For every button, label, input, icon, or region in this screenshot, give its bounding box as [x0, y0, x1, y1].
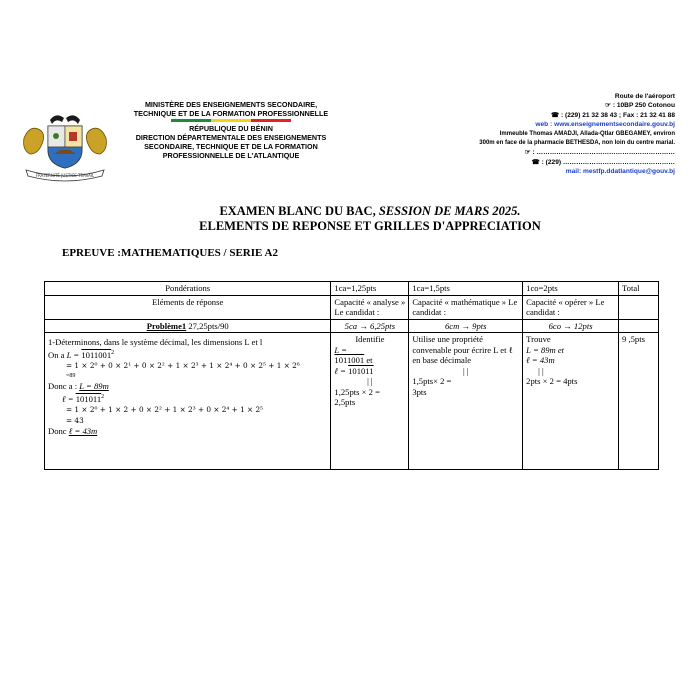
header-col-a: 1ca=1,25pts: [331, 282, 409, 296]
republic-name: RÉPUBLIQUE DU BÉNIN: [189, 124, 273, 133]
subheader-col-a: Capacité « analyse » Le candidat :: [331, 295, 409, 319]
table-header-row: [45, 282, 659, 296]
flag-red: [251, 119, 291, 122]
contact-route: Route de l'aéroport: [614, 93, 675, 100]
header-col-b: 1ca=1,5pts: [409, 282, 523, 296]
contact-info: [370, 92, 675, 177]
flag-yellow: [211, 119, 251, 122]
problem-col-c: 6co → 12pts: [523, 319, 619, 333]
subheader-total-empty: [619, 295, 659, 319]
content-donc-a: Donc a :: [48, 381, 80, 392]
exam-title: [40, 204, 700, 219]
content-L-eq: L =: [66, 349, 82, 360]
content-col-a-cell: [331, 333, 409, 470]
header-total: Total: [619, 282, 659, 296]
content-l-final-line: [48, 426, 327, 437]
content-L-expansion: = 1 × 2⁰ + 0 × 2¹ + 0 × 2² + 1 × 2³ + 1 × 2⁴ + 0 × 2⁵ + 1 × 2⁶: [66, 360, 300, 370]
content-L-line: [48, 348, 327, 360]
problem-col-a: 5ca → 6,25pts: [331, 319, 409, 333]
content-l-expansion: = 1 × 2⁰ + 1 × 2 + 0 × 2² + 1 × 2³ + 0 × 2⁴ + 1 × 2⁵: [66, 405, 264, 415]
contact-web-link[interactable]: web : www.enseignementsecondaire.gouv.bj: [535, 121, 675, 129]
col-a-total: 2,5pts: [334, 397, 356, 407]
ministry-header: [96, 100, 366, 160]
col-c-trouve: Trouve: [526, 334, 551, 344]
problem-points: 27,25pts/90: [186, 320, 229, 331]
col-b-calc: 1,5pts× 2 =: [412, 376, 452, 386]
col-b-marks: | |: [462, 365, 469, 376]
exam-title-session: SESSION DE MARS 2025.: [378, 204, 521, 218]
flag-green: [171, 119, 211, 122]
contact-address-2: 300m en face de la pharmacie BETHESDA, non loin du centre marial.: [479, 140, 675, 147]
content-elements-cell: [45, 333, 331, 470]
grading-table: [44, 281, 659, 470]
col-c-calc: 2pts × 2 = 4pts: [526, 376, 578, 386]
header-ponderations: Pondérations: [45, 282, 331, 296]
header-col-c: 1co=2pts: [523, 282, 619, 296]
contact-mail-link[interactable]: mail: mestfp.ddatlantique@gouv.bj: [565, 168, 675, 176]
col-a-l-line: [334, 366, 405, 377]
content-l-final: ℓ = 43m: [68, 426, 98, 437]
subheader-col-c: Capacité « opérer » Le candidat :: [523, 295, 619, 319]
direction-line-3: PROFESSIONNELLE DE L'ATLANTIQUE: [162, 151, 300, 160]
content-l-binary: 101011: [75, 393, 102, 404]
col-a-calc: 1,25pts × 2 =: [334, 386, 380, 397]
col-a-l-binary: 101011: [348, 365, 374, 376]
table-content-row: [45, 333, 659, 470]
content-L-final: L = 89m: [79, 381, 109, 392]
contact-bp-2: ☞ : ………………………………………………………: [524, 149, 675, 157]
content-col-b-cell: [409, 333, 523, 470]
content-donc: Donc: [48, 426, 69, 437]
col-a-L-eq: L =: [334, 344, 347, 355]
col-a-l-eq: ℓ =: [334, 365, 349, 376]
problem-label: Problème1: [146, 320, 187, 331]
direction-line-2: SECONDAIRE, TECHNIQUE ET DE LA FORMATION: [144, 142, 318, 151]
col-a-L-line: [334, 355, 405, 366]
direction-line-1: DIRECTION DÉPARTEMENTALE DES ENSEIGNEMENTS: [135, 133, 327, 142]
exam-subtitle: ELEMENTS DE REPONSE ET GRILLES D'APPRECIATION: [199, 219, 541, 233]
problem-label-cell: [45, 319, 331, 333]
col-b-text: Utilise une propriété convenable pour écrire L et ℓ en base décimale: [412, 334, 513, 365]
col-c-marks: | |: [538, 365, 544, 376]
content-intro: 1-Déterminons, dans le système décimal, les dimensions L et l: [48, 337, 263, 347]
content-col-c-cell: [523, 333, 619, 470]
problem-total-empty: [619, 319, 659, 333]
col-a-identifie: Identifie: [355, 334, 385, 344]
content-L-base: 2: [111, 349, 115, 356]
exam-titles: [40, 204, 700, 234]
subheader-col-b: Capacité « mathématique » Le candidat :: [409, 295, 523, 319]
content-L-binary: 1011001: [81, 349, 112, 360]
content-l-result: = 43: [66, 416, 84, 426]
contact-address-1: Immeuble Thomas AMADJI, Allada-Qtlar GBEGAMEY, environ: [499, 130, 675, 137]
svg-text:FRATERNITÉ JUSTICE TRAVAIL: FRATERNITÉ JUSTICE TRAVAIL: [35, 173, 95, 178]
content-l-base: 2: [101, 393, 105, 400]
col-b-total: 3pts: [412, 386, 427, 397]
table-subheader-row: [45, 295, 659, 319]
col-a-L-binary: 1011001: [334, 355, 365, 365]
contact-phone-2: ☎ : (229) ……………………………………………: [531, 158, 675, 166]
flag-stripe: [171, 119, 291, 122]
content-L-final-line: [48, 381, 327, 392]
subheader-elements: Eléments de réponse: [45, 295, 331, 319]
epreuve-label: EPREUVE :MATHEMATIQUES / SERIE A2: [62, 247, 278, 259]
content-total-cell: 9 ,5pts: [619, 333, 659, 470]
problem-col-b: 6cm → 9pts: [409, 319, 523, 333]
col-a-marks: | |: [367, 376, 373, 386]
content-l-line: [62, 392, 327, 404]
col-c-l: ℓ = 43m: [526, 355, 555, 365]
ministry-line-1: MINISTÈRE DES ENSEIGNEMENTS SECONDAIRE,: [144, 100, 318, 109]
content-on-a: On a: [48, 349, 67, 360]
contact-bp: ☞ : 10BP 250 Cotonou: [605, 102, 675, 110]
table-problem-row: [45, 319, 659, 333]
col-c-L: L = 89m et: [526, 344, 565, 355]
content-L-result: =89: [66, 372, 76, 379]
ministry-line-2: TECHNIQUE ET DE LA FORMATION PROFESSIONNELLE: [133, 109, 329, 118]
col-a-et: et: [364, 355, 373, 365]
content-l-eq: ℓ =: [62, 393, 76, 404]
contact-phone: ☎ : (229) 21 32 38 43 ; Fax : 21 32 41 88: [550, 111, 675, 119]
exam-title-prefix: EXAMEN BLANC DU BAC,: [219, 204, 379, 218]
